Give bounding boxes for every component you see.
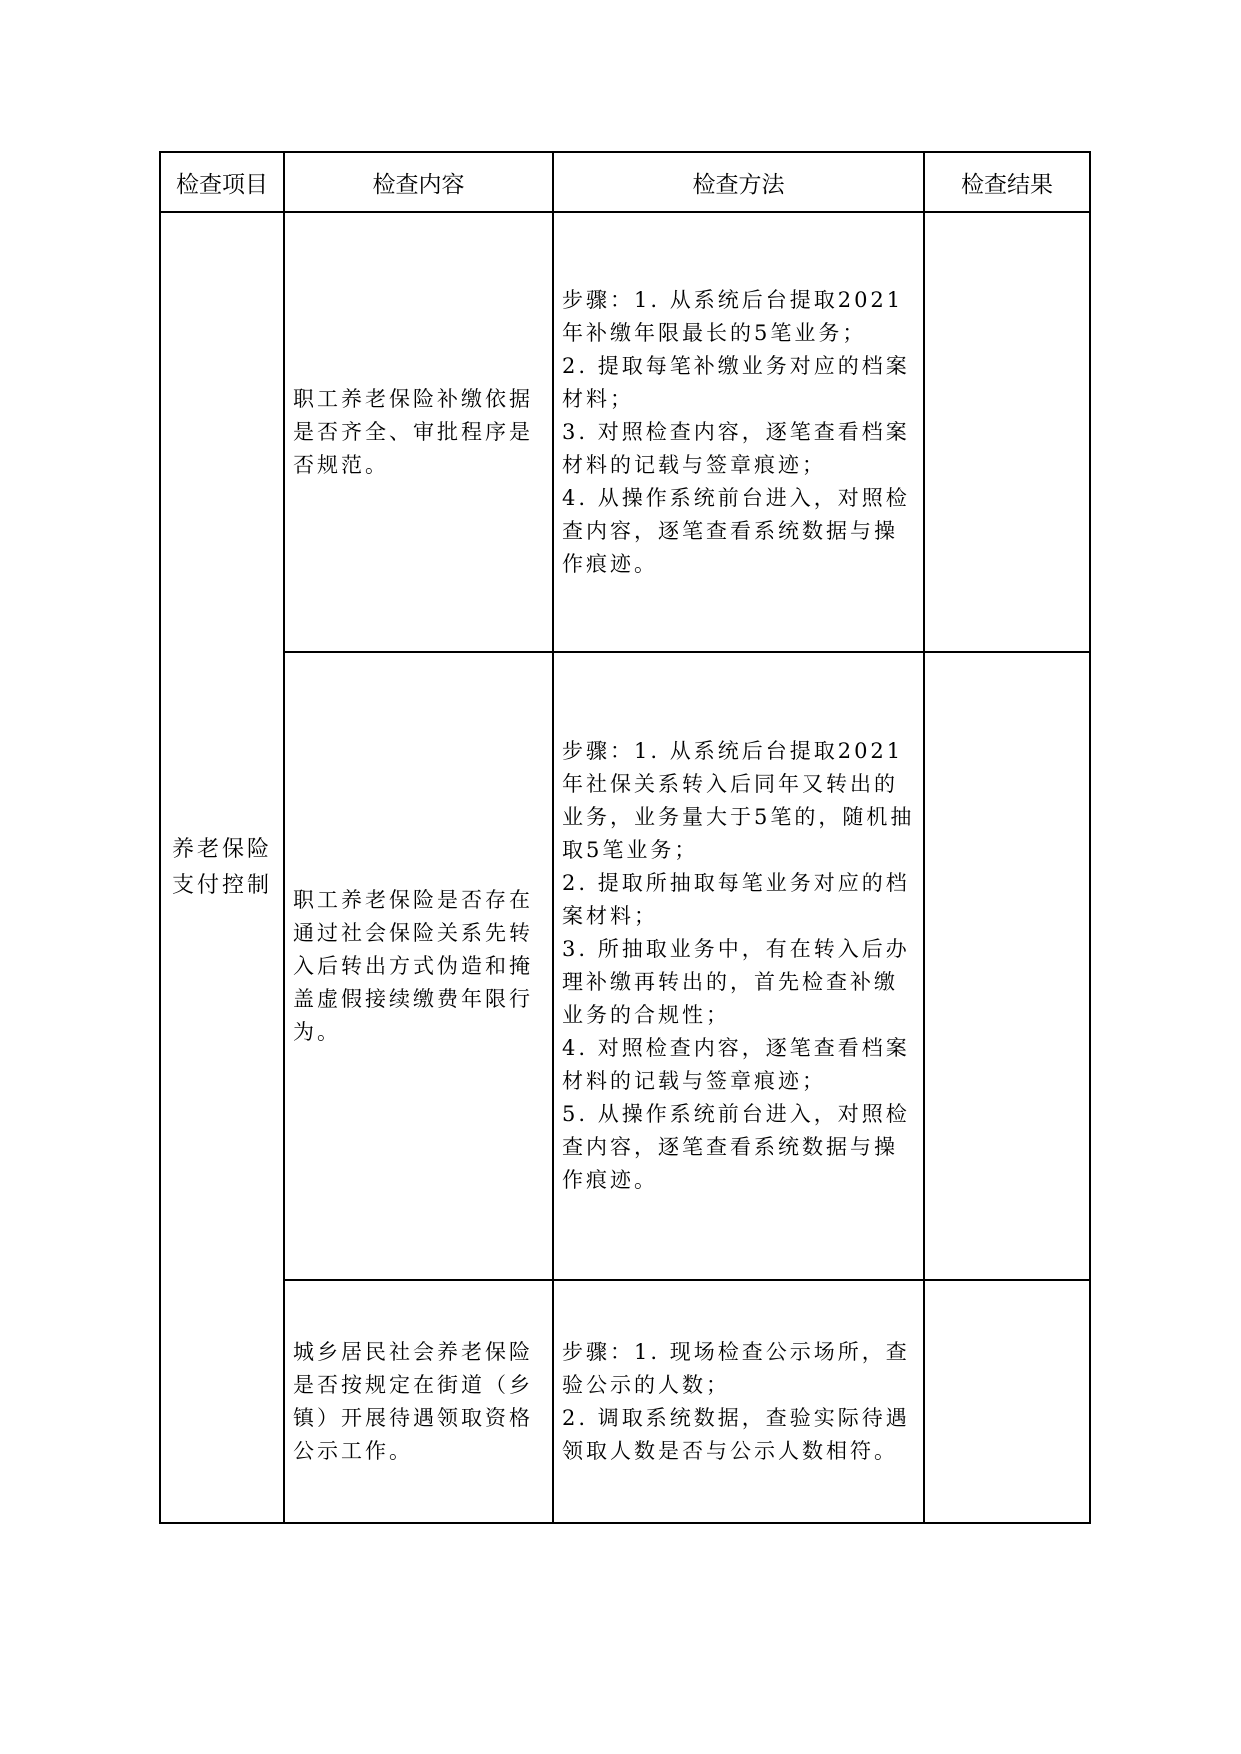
header-inspection-content: 检查内容 [284, 152, 553, 212]
inspection-table [159, 151, 1091, 1524]
result-cell [924, 652, 1090, 1280]
method-cell [553, 1280, 924, 1523]
content-cell [284, 212, 553, 652]
header-inspection-method: 检查方法 [553, 152, 924, 212]
content-text: 职工养老保险是否存在通过社会保险关系先转入后转出方式伪造和掩盖虚假接续缴费年限行为。 [293, 887, 533, 1044]
category-label: 养老保险 支付控制 [172, 836, 273, 898]
content-cell [284, 652, 553, 1280]
method-text: 步骤：1. 从系统后台提取2021年社保关系转入后同年又转出的业务，业务量大于5笔的，随机抽取5笔业务； 2. 提取所抽取每笔业务对应的档案材料； 3. 所抽取业务中，有在转入后办理补缴再转出的，首先检查补缴业务的合规性； 4. 对照检查内容，逐笔查看档案材料的记载与签章痕迹； 5. 从操作系统前台进入，对照检查内容，逐笔查看系统数据与操作痕迹。 [562, 739, 915, 1192]
table-row [160, 652, 1090, 1280]
header-inspection-item: 检查项目 [160, 152, 284, 212]
header-row [160, 152, 1090, 212]
method-text: 步骤：1. 现场检查公示场所，查验公示的人数； 2. 调取系统数据，查验实际待遇领取人数是否与公示人数相符。 [562, 1339, 910, 1463]
table-row [160, 212, 1090, 652]
method-cell [553, 652, 924, 1280]
category-cell [160, 212, 284, 1523]
method-text: 步骤：1. 从系统后台提取2021年补缴年限最长的5笔业务； 2. 提取每笔补缴业务对应的档案材料； 3. 对照检查内容，逐笔查看档案材料的记载与签章痕迹； 4. 从操作系统前台进入，对照检查内容，逐笔查看系统数据与操作痕迹。 [562, 287, 910, 576]
content-cell [284, 1280, 553, 1523]
method-cell [553, 212, 924, 652]
result-cell [924, 1280, 1090, 1523]
content-text: 职工养老保险补缴依据是否齐全、审批程序是否规范。 [293, 386, 533, 477]
table-row [160, 1280, 1090, 1523]
header-inspection-result: 检查结果 [924, 152, 1090, 212]
result-cell [924, 212, 1090, 652]
content-text: 城乡居民社会养老保险是否按规定在街道（乡镇）开展待遇领取资格公示工作。 [293, 1339, 533, 1463]
